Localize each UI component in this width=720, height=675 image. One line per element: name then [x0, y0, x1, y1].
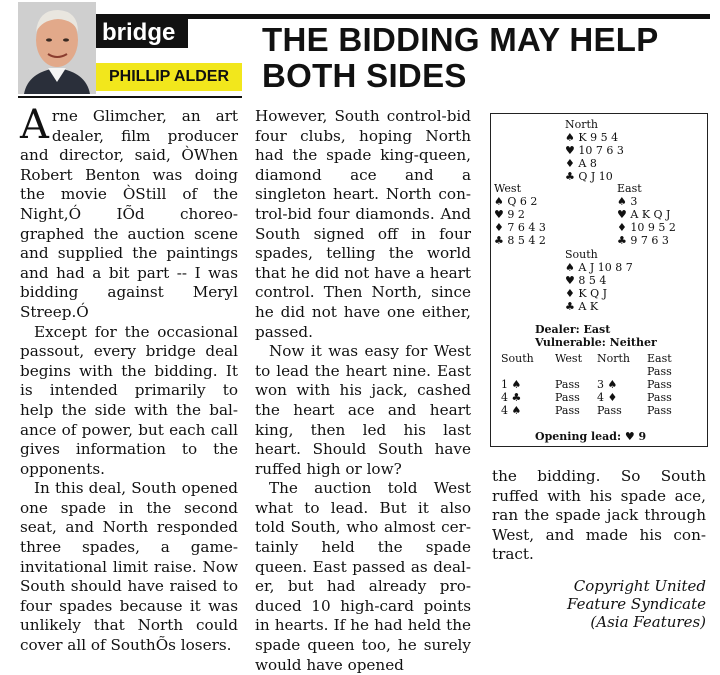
- heart-icon: ♥: [617, 208, 627, 221]
- auction-cell: Pass: [597, 404, 622, 417]
- east-hearts: ♥ A K Q J: [617, 208, 671, 221]
- heart-icon: ♥: [565, 144, 575, 157]
- copyright: Copyright United Feature Syndicate (Asia Features): [567, 577, 706, 631]
- auction-cell: 4 ♠: [501, 404, 522, 417]
- vulnerability-info: Vulnerable: Neither: [535, 336, 657, 349]
- paragraph-1: Arne Glimcher, an art dealer, film producer and director, said, ÒWhen Robert Benton was doing the movie ÒStill of the Night,Ó IÕd choreo-graphed the auction scene and supplied the paintings and had a bit part -- I was bidding against Meryl Streep.Ó: [20, 102, 238, 321]
- auction-header: West: [555, 352, 582, 365]
- paragraph-2: Except for the occasional passout, every bridge deal begins with the bidding. It is intended primarily to help the side with the bal-ance of power, but each call gives information to the opponents.: [20, 322, 238, 478]
- auction-cell: Pass: [647, 404, 672, 417]
- east-clubs: ♣ 9 7 6 3: [617, 234, 669, 247]
- spade-icon: ♠: [565, 261, 575, 274]
- south-label: South: [565, 248, 598, 261]
- auction-cell: 4 ♦: [597, 391, 618, 404]
- heart-icon: ♥: [494, 208, 504, 221]
- spade-icon: ♠: [565, 131, 575, 144]
- west-diamonds: ♦ 7 6 4 3: [494, 221, 546, 234]
- paragraph-6: The auction told West what to lead. But it also told South, who almost cer-tainly held the spade queen. East passed as deal-er, but had already pro-duced 10 high-card points in hearts. If he had held the spade queen too, he surely would have opened: [255, 479, 471, 674]
- north-clubs: ♣ Q J 10: [565, 170, 613, 183]
- article-column-1: [20, 102, 238, 656]
- west-spades: ♠ Q 6 2: [494, 195, 538, 208]
- north-label: North: [565, 118, 599, 131]
- dealer-info: Dealer: East: [535, 323, 611, 336]
- author-photo: [18, 2, 96, 94]
- paragraph-5: Now it was easy for West to lead the heart nine. East won with his jack, cashed the heart ace and heart king, then led his last heart. Should South have ruffed high or low?: [255, 342, 471, 478]
- diamond-icon: ♦: [494, 221, 504, 234]
- auction-cell: 1 ♠: [501, 378, 522, 391]
- spade-icon: ♠: [617, 195, 627, 208]
- club-icon: ♣: [617, 234, 627, 247]
- south-clubs: ♣ A K: [565, 300, 599, 313]
- north-hearts: ♥ 10 7 6 3: [565, 144, 624, 157]
- auction-header: South: [501, 352, 534, 365]
- drop-cap: A: [20, 102, 49, 148]
- paragraph-4: However, South control-bid four clubs, hoping North had the spade king-queen, diamond ace and a singleton heart. North con-trol-bid four diamonds. And South signed off in four spades, telling the world that he did not have a heart control. Then North, since he did not have one either, passed.: [255, 107, 471, 341]
- auction-cell: Pass: [555, 404, 580, 417]
- heart-icon: ♥: [565, 274, 575, 287]
- article-column-2: [255, 107, 471, 675]
- club-icon: ♣: [565, 170, 575, 183]
- auction-cell: Pass: [647, 378, 672, 391]
- paragraph-7: the bidding. So South ruffed with his spade ace, ran the spade jack through West, and made his con-tract.: [492, 467, 706, 564]
- auction-header: East: [647, 352, 672, 365]
- diamond-icon: ♦: [565, 157, 575, 170]
- east-label: East: [617, 182, 642, 195]
- club-icon: ♣: [565, 300, 575, 313]
- headline: THE BIDDING MAY HELP BOTH SIDES: [262, 21, 658, 94]
- west-hearts: ♥ 9 2: [494, 208, 525, 221]
- deal-diagram: [490, 113, 708, 447]
- spade-icon: ♠: [494, 195, 504, 208]
- byline-rule: [18, 96, 242, 98]
- auction-cell: 4 ♣: [501, 391, 522, 404]
- diamond-icon: ♦: [617, 221, 627, 234]
- south-diamonds: ♦ K Q J: [565, 287, 608, 300]
- author-byline: PHILLIP ALDER: [96, 63, 242, 91]
- auction-cell: Pass: [555, 378, 580, 391]
- south-spades: ♠ A J 10 8 7: [565, 261, 633, 274]
- auction-header: North: [597, 352, 631, 365]
- east-spades: ♠ 3: [617, 195, 638, 208]
- auction-cell: 3 ♠: [597, 378, 618, 391]
- auction-cell: Pass: [555, 391, 580, 404]
- east-diamonds: ♦ 10 9 5 2: [617, 221, 676, 234]
- north-diamonds: ♦ A 8: [565, 157, 597, 170]
- west-clubs: ♣ 8 5 4 2: [494, 234, 546, 247]
- opening-lead: Opening lead: ♥ 9: [535, 430, 647, 443]
- auction-cell: Pass: [647, 365, 672, 378]
- south-hearts: ♥ 8 5 4: [565, 274, 607, 287]
- paragraph-3: In this deal, South opened one spade in the second seat, and North responded three spades, a game-invitational limit raise. Now South should have raised to four spades because it was unlikely that North could cover all of SouthÕs losers.: [20, 479, 238, 655]
- west-label: West: [494, 182, 521, 195]
- north-spades: ♠ K 9 5 4: [565, 131, 619, 144]
- article-column-3: [492, 467, 706, 565]
- section-tag: bridge: [96, 18, 188, 48]
- auction-cell: Pass: [647, 391, 672, 404]
- club-icon: ♣: [494, 234, 504, 247]
- diamond-icon: ♦: [565, 287, 575, 300]
